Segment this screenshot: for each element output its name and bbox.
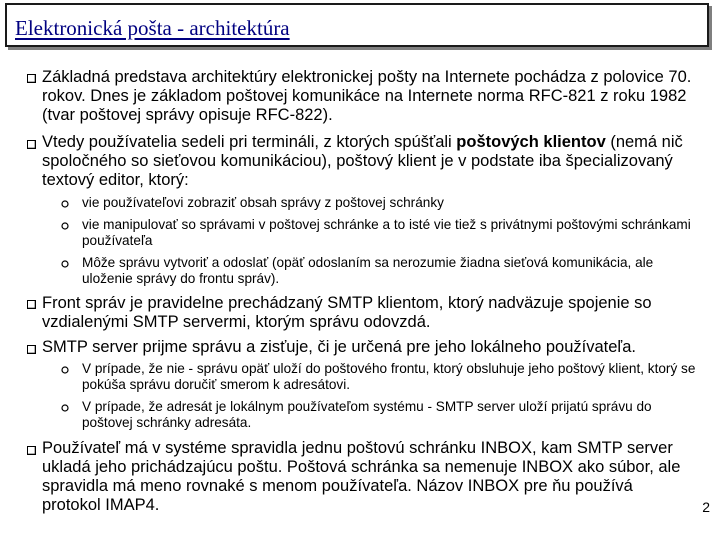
hollow-square-bullet-icon: [27, 345, 36, 354]
bullet-2-sub-2-text: vie manipulovať so správami v poštovej schránke a to isté vie tiež s privátnymi poštovými schránkami používateľa: [82, 217, 691, 248]
small-circle-bullet-icon: [61, 366, 69, 374]
bullet-2-sub-3-text: Môže správu vytvoriť a odoslať (opäť odoslaním sa nerozumie žiadna sieťová komunikácia, ale uloženie správy do frontu správ).: [82, 255, 654, 286]
bullet-2-text-end: (nemá nič spoločného so sieťovou komunikáciou), poštový klient je v podstate iba špecializovaný textový editor, ktorý:: [42, 133, 683, 189]
page-number: 2: [702, 499, 710, 515]
hollow-square-bullet-icon: [27, 74, 36, 83]
hollow-square-bullet-icon: [27, 140, 36, 149]
small-circle-bullet-icon: [61, 260, 69, 268]
bullet-4-sub-1-text: V prípade, že nie - správu opäť uloží do poštového frontu, ktorý obsluhuje jeho poštový klient, ktorý se pokúša správu doručiť smerom k adresátovi.: [82, 361, 696, 392]
bullet-3-text: Front správ je pravidelne prechádzaný SMTP klientom, ktorý nadväzuje spojenie so vzdialenými SMTP servermi, ktorým správu odovzdá.: [42, 294, 652, 331]
small-circle-bullet-icon: [61, 404, 69, 412]
bullet-4-sub-2-text: V prípade, že adresát je lokálnym používateľom systému - SMTP server uloží prijatú správu do poštovej schránky adresáta.: [82, 399, 652, 430]
small-circle-bullet-icon: [61, 222, 69, 230]
bullet-4-text: SMTP server prijme správu a zisťuje, či je určená pre jeho lokálneho používateľa.: [42, 338, 636, 356]
bullet-2-text: [42, 133, 700, 190]
bullet-2-text-bold: poštových klientov: [456, 133, 606, 151]
bullet-1-text: Základná predstava architektúry elektronickej pošty na Internete pochádza z polovice 70. rokov. Dnes je základom poštovej komunikáce na Internete norma RFC-821 z roku 1982 (tvar poštovej správy opisuje RFC-822).: [42, 68, 692, 124]
small-circle-bullet-icon: [61, 200, 69, 208]
slide-title: Elektronická pošta - architektúra: [15, 16, 290, 40]
hollow-square-bullet-icon: [27, 300, 36, 309]
hollow-square-bullet-icon: [27, 446, 36, 455]
bullet-2-text-start: Vtedy používatelia sedeli pri termináli, z ktorých spúšťali: [42, 133, 457, 151]
bullet-5-text: Používateľ má v systéme spravidla jednu poštovú schránku INBOX, kam SMTP server ukladá jeho prichádzajúcu poštu. Poštová schránka sa nemenuje INBOX ako súbor, ale spravidla má meno rovnaké s menom používateľa. Názov INBOX pre ňu používá protokol IMAP4.: [42, 439, 681, 514]
bullet-2-sub-1-text: vie používateľovi zobraziť obsah správy z poštovej schránky: [82, 195, 444, 210]
